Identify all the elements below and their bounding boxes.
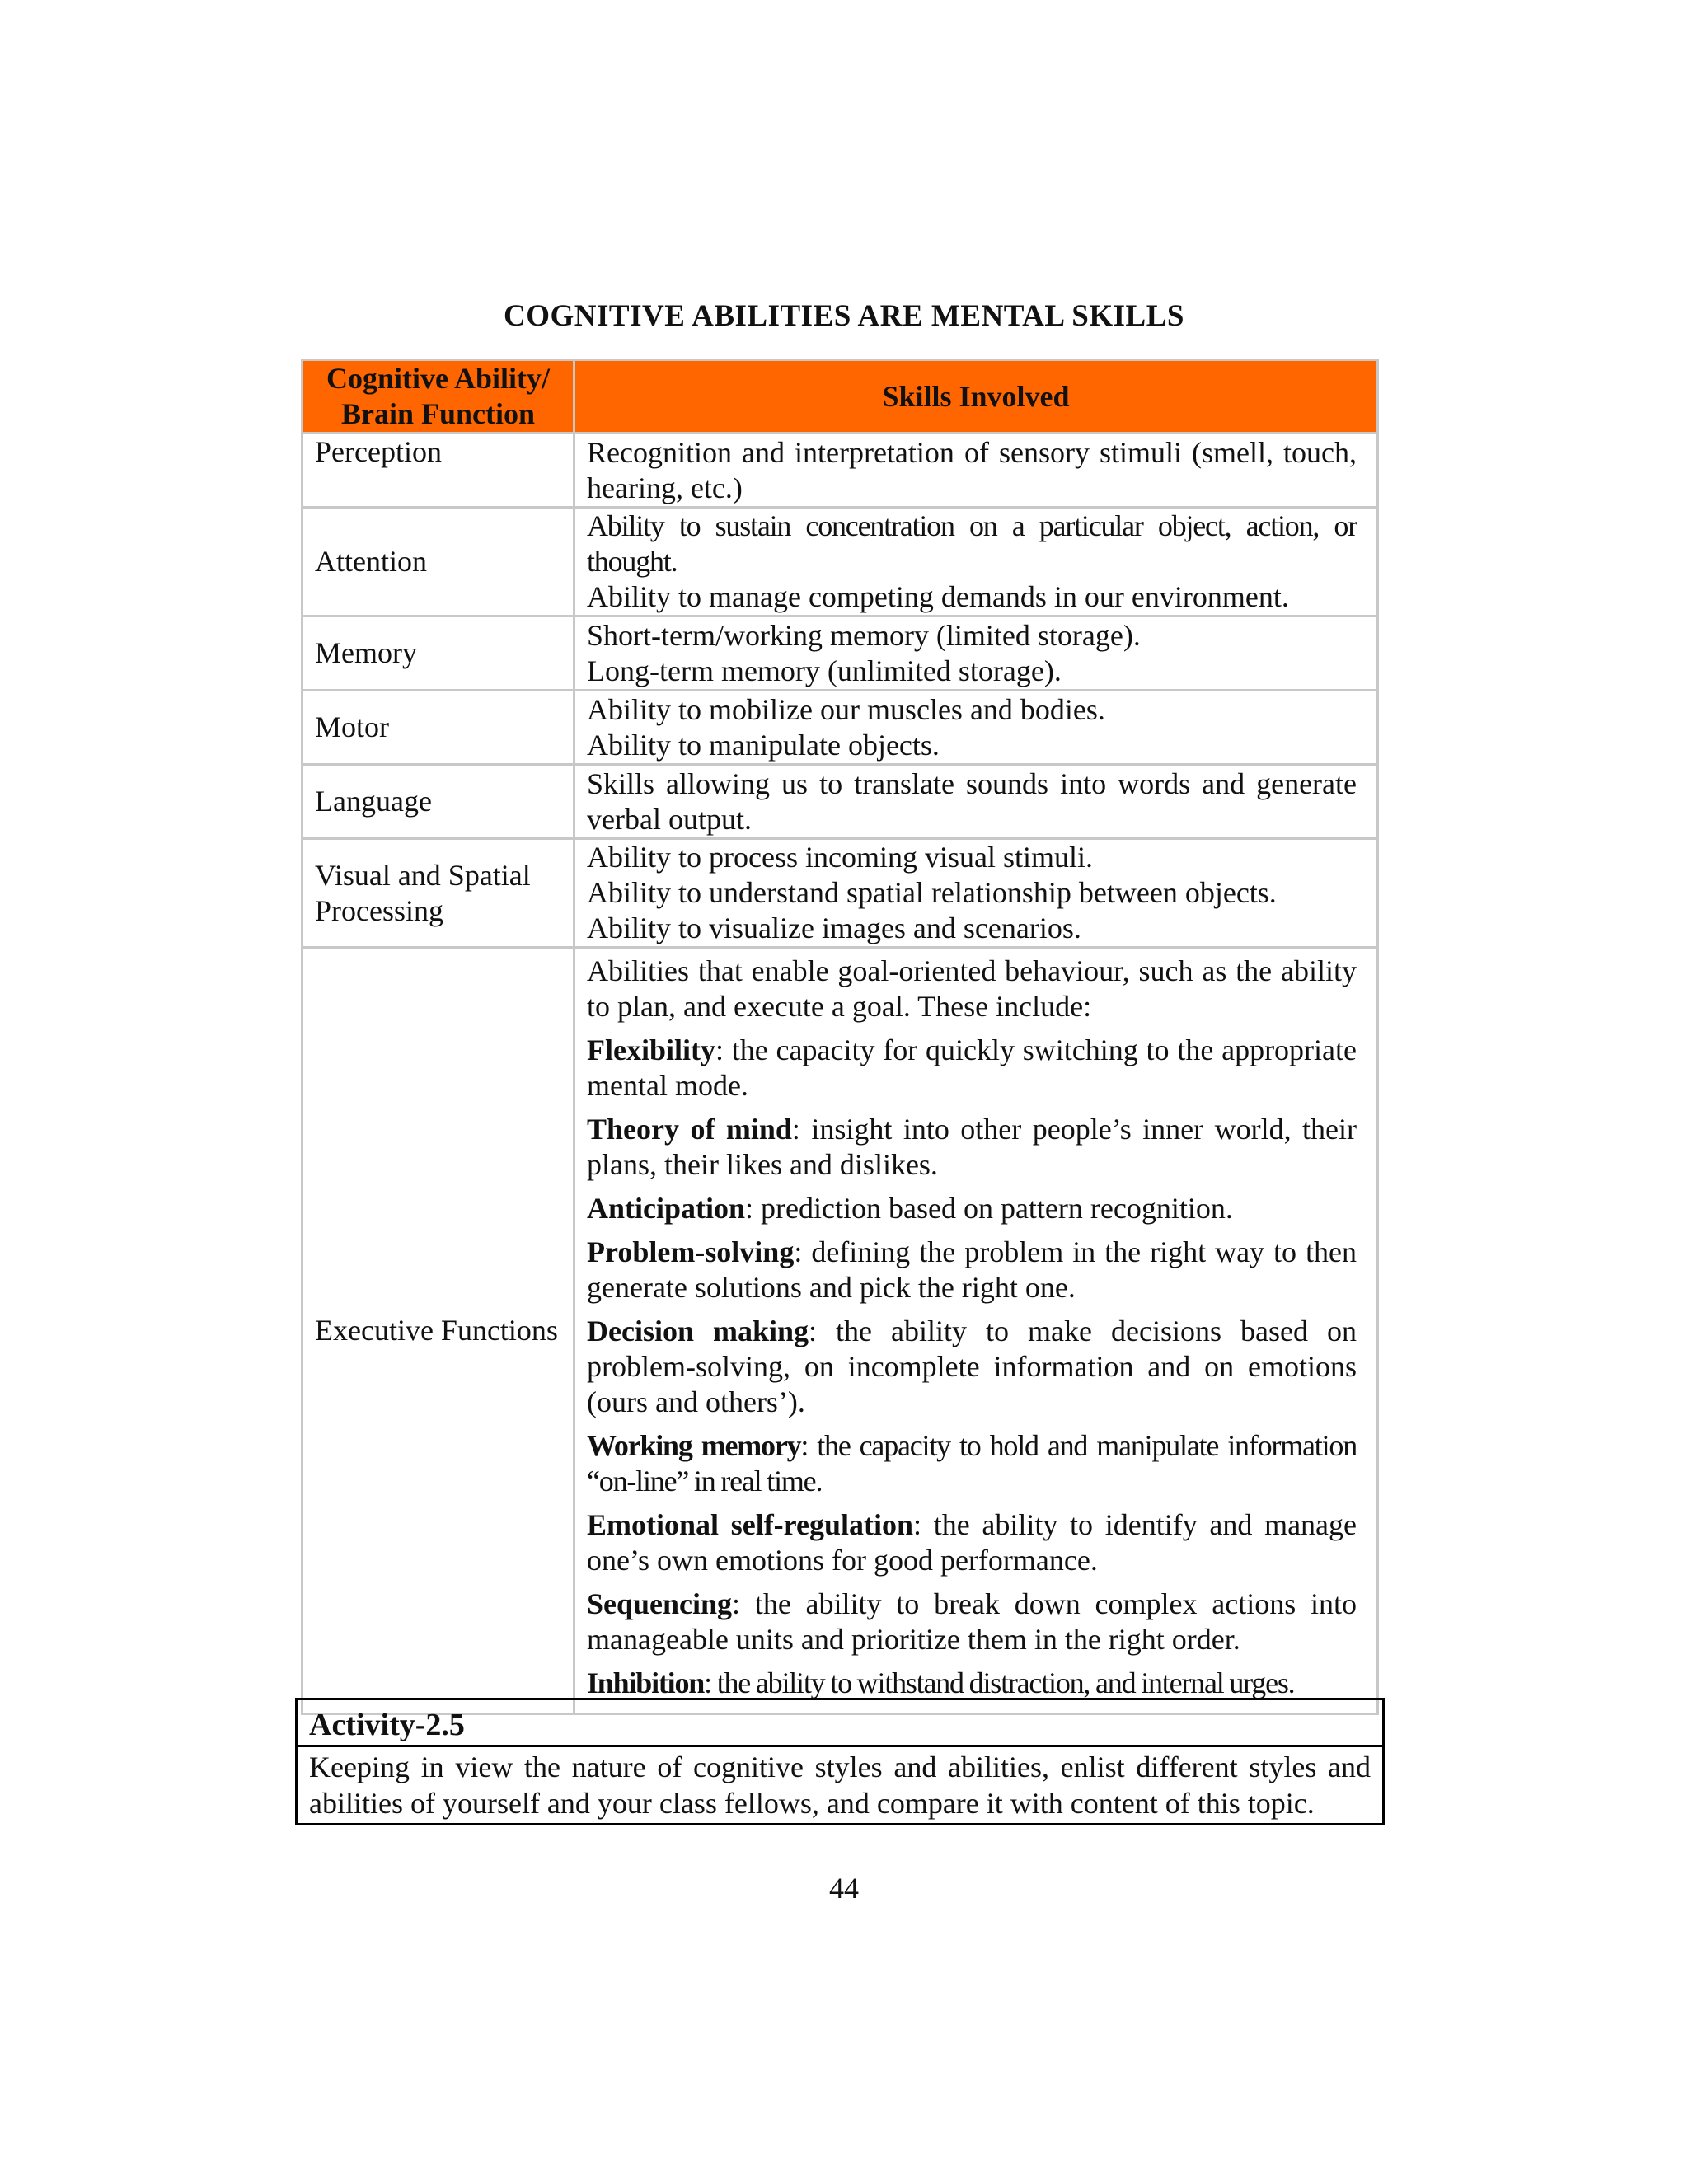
item-term: Emotional self-regulation [587, 1508, 914, 1541]
table-row [302, 691, 1378, 765]
item-text: : the capacity to hold and manipulate information “on-line” in real time. [587, 1429, 1357, 1497]
skill-line: Short-term/working memory (limited storage). [587, 618, 1141, 652]
skills-perception [574, 434, 1378, 508]
skill-line: Ability to sustain concentration on a particular object, action, or thought. [587, 509, 1357, 578]
table-row [302, 434, 1378, 508]
item-term: Working memory [587, 1429, 801, 1462]
ability-language: Language [302, 765, 574, 839]
activity-body-row [297, 1746, 1384, 1825]
table-row [302, 508, 1378, 616]
item-term: Anticipation [587, 1192, 746, 1225]
item-text: : prediction based on pattern recognition. [745, 1192, 1233, 1225]
item-term: Inhibition [587, 1666, 705, 1699]
ability-motor: Motor [302, 691, 574, 765]
activity-heading-row [297, 1699, 1384, 1746]
executive-intro: Abilities that enable goal-oriented behaviour, such as the ability to plan, and execute a goal. These include: [587, 954, 1357, 1023]
cognitive-abilities-table [301, 359, 1379, 1715]
executive-item [587, 1507, 1357, 1578]
item-text: : the ability to make decisions based on problem-solving, on incomplete information and on emotions (ours and others’). [587, 1315, 1357, 1418]
item-term: Problem-solving [587, 1235, 795, 1268]
skill-line: Ability to manipulate objects. [587, 728, 940, 762]
skills-language [574, 765, 1378, 839]
skills-visual-spatial [574, 839, 1378, 948]
item-text: : the ability to identify and manage one’s own emotions for good performance. [587, 1508, 1357, 1577]
item-text: : the ability to withstand distraction, and internal urges. [704, 1666, 1295, 1699]
item-text: : the capacity for quickly switching to the appropriate mental mode. [587, 1033, 1357, 1102]
ability-visual-spatial: Visual and Spatial Processing [302, 839, 574, 948]
executive-item [587, 1033, 1357, 1104]
item-term: Sequencing [587, 1587, 733, 1620]
executive-item [587, 1586, 1357, 1657]
item-term: Flexibility [587, 1033, 715, 1066]
ability-executive-functions: Executive Functions [302, 948, 574, 1714]
item-text: : insight into other people’s inner world, their plans, their likes and dislikes. [587, 1113, 1357, 1181]
executive-item [587, 1112, 1357, 1183]
table-header-row [302, 360, 1378, 434]
item-text: : the ability to break down complex actions into manageable units and prioritize them in the right order. [587, 1587, 1357, 1656]
skill-line: Long-term memory (unlimited storage). [587, 654, 1062, 687]
activity-text: Keeping in view the nature of cognitive styles and abilities, enlist different styles and abilities of yourself and your class fellows, and compare it with content of this topic. [297, 1746, 1384, 1825]
ability-memory: Memory [302, 616, 574, 691]
executive-item [587, 1666, 1357, 1701]
skills-executive-functions [574, 948, 1378, 1714]
table-row-executive [302, 948, 1378, 1714]
activity-box [295, 1698, 1385, 1825]
item-text: : defining the problem in the right way to then generate solutions and pick the right one. [587, 1235, 1357, 1304]
page-title: COGNITIVE ABILITIES ARE MENTAL SKILLS [504, 299, 1184, 333]
skill-line: Recognition and interpretation of sensory stimuli (smell, touch, hearing, etc.) [587, 435, 1357, 504]
skills-motor [574, 691, 1378, 765]
skill-line: Ability to mobilize our muscles and bodies. [587, 692, 1105, 726]
table-row [302, 765, 1378, 839]
header-skills-involved: Skills Involved [574, 360, 1378, 434]
executive-item [587, 1191, 1357, 1226]
activity-heading: Activity-2.5 [297, 1699, 1384, 1746]
table-row [302, 839, 1378, 948]
item-term: Theory of mind [587, 1113, 792, 1146]
header-cognitive-ability: Cognitive Ability/ Brain Function [302, 360, 574, 434]
executive-item [587, 1235, 1357, 1305]
page-number: 44 [829, 1872, 859, 1905]
skill-line: Ability to manage competing demands in our environment. [587, 580, 1289, 613]
skill-line: Skills allowing us to translate sounds into words and generate verbal output. [587, 766, 1357, 836]
executive-item [587, 1314, 1357, 1420]
skill-line: Ability to visualize images and scenarios. [587, 912, 1081, 944]
skill-line: Ability to understand spatial relationship between objects. [587, 876, 1277, 909]
executive-item [587, 1428, 1357, 1499]
table-row [302, 616, 1378, 691]
ability-perception: Perception [302, 434, 574, 508]
skill-line: Ability to process incoming visual stimuli. [587, 841, 1093, 874]
item-term: Decision making [587, 1315, 809, 1347]
skills-memory [574, 616, 1378, 691]
skills-attention [574, 508, 1378, 616]
ability-attention: Attention [302, 508, 574, 616]
